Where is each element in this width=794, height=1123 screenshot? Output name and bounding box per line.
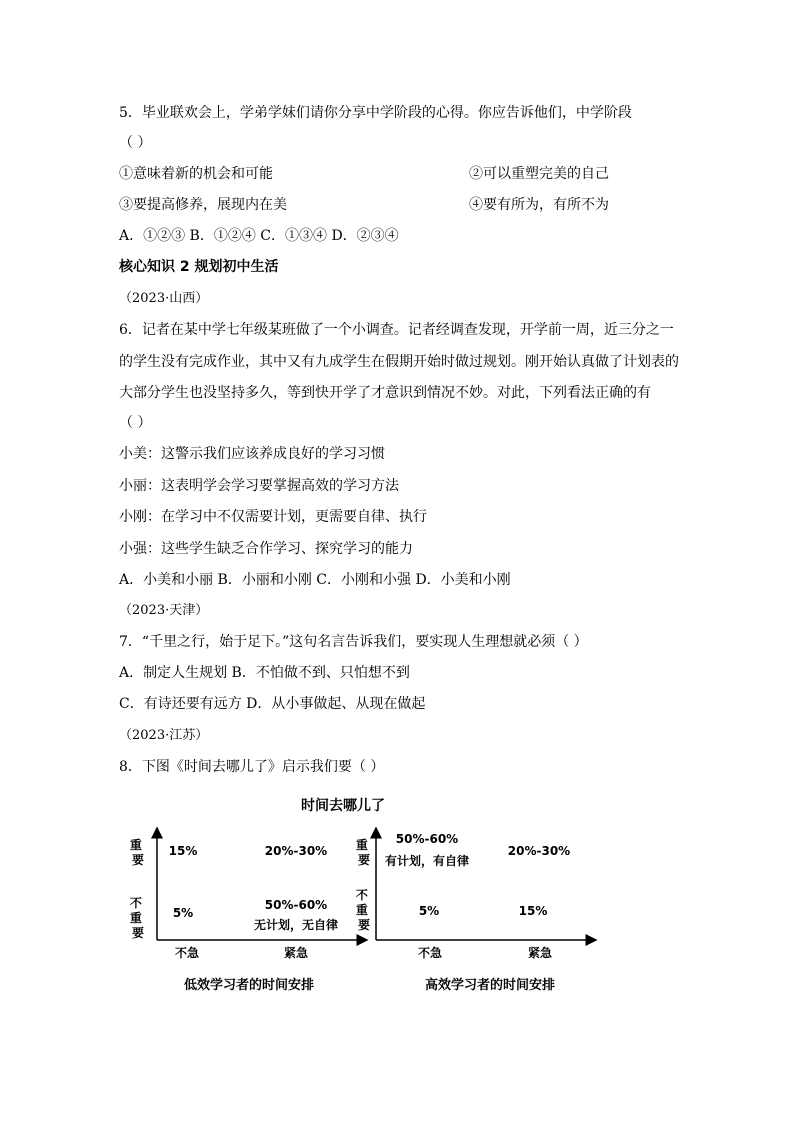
q7-options-line-1: A．制定人生规划 B．不怕做不到、只怕想不到 xyxy=(119,665,410,681)
left-q-notimportant-urgent-value: 50%-60% xyxy=(264,898,328,912)
q6-statement-3: 小刚：在学习中不仅需要计划，更需要自律、执行 xyxy=(119,509,427,525)
left-y-top-char-2: 要 xyxy=(131,853,145,867)
left-q-notimportant-urgent-note: 无计划，无自律 xyxy=(253,918,339,932)
left-y-bottom-char-2: 重 xyxy=(129,911,142,925)
q6-answer-paren: （ ） xyxy=(119,415,152,431)
q6-statement-2: 小丽：这表明学会学习要掌握高效的学习方法 xyxy=(119,478,399,494)
q5-item-4: ④要有所为，有所不为 xyxy=(469,197,609,213)
left-y-top-label xyxy=(130,837,146,867)
right-y-bottom-char-1: 不 xyxy=(355,888,368,902)
right-y-bottom-char-2: 重 xyxy=(355,903,368,917)
q6-statement-4: 小强：这些学生缺乏合作学习、探究学习的能力 xyxy=(119,541,413,557)
right-y-top-char-1: 重 xyxy=(355,838,368,852)
q5-stem: 5．毕业联欢会上，学弟学妹们请你分享中学阶段的心得。你应告诉他们，中学阶段 xyxy=(119,105,632,121)
q6-stem-line-2: 的学生没有完成作业，其中又有九成学生在假期开始时做过规划。刚开始认真做了计划表的 xyxy=(119,354,679,370)
right-q-important-urgent: 20%-30% xyxy=(507,844,571,858)
left-q-important-urgent: 20%-30% xyxy=(264,844,328,858)
q6-stem-line-3: 大部分学生也没坚持多久，等到快开学了才意识到情况不妙。对此，下列看法正确的有 xyxy=(119,385,651,401)
section-title: 核心知识 2 规划初中生活 xyxy=(119,259,279,275)
q5-item-3: ③要提高修养，展现内在美 xyxy=(119,197,287,213)
left-x-right-label: 紧急 xyxy=(283,946,309,960)
time-allocation-figure xyxy=(0,780,794,1010)
q5-item-2: ②可以重塑完美的自己 xyxy=(469,166,609,182)
right-y-top-char-2: 要 xyxy=(357,853,371,867)
left-y-bottom-char-1: 不 xyxy=(129,896,142,910)
left-x-left-label: 不急 xyxy=(174,946,200,960)
left-y-bottom-label xyxy=(130,895,146,940)
q6-source: （2023·山西） xyxy=(119,291,209,306)
q6-stem-line-1: 6．记者在某中学七年级某班做了一个小调查。记者经调查发现，开学前一周，近三分之一 xyxy=(119,322,674,338)
q5-item-1: ①意味着新的机会和可能 xyxy=(119,166,273,182)
q7-options-line-2: C．有诗还要有远方 D．从小事做起、从现在做起 xyxy=(119,696,426,712)
q6-options: A．小美和小丽 B．小丽和小刚 C．小刚和小强 D．小美和小刚 xyxy=(119,572,511,588)
q8-stem: 8．下图《时间去哪儿了》启示我们要（ ） xyxy=(119,759,385,775)
left-y-top-char-1: 重 xyxy=(129,838,142,852)
right-q-notimportant-not-urgent: 5% xyxy=(418,904,440,918)
q5-answer-paren: （ ） xyxy=(119,135,152,151)
right-y-bottom-char-3: 要 xyxy=(357,918,371,932)
q7-stem: 7．“千里之行，始于足下。”这句名言告诉我们，要实现人生理想就必须（ ） xyxy=(119,634,588,650)
left-y-bottom-char-3: 要 xyxy=(131,926,145,940)
left-q-notimportant-not-urgent: 5% xyxy=(172,906,194,920)
q8-source: （2023·江苏） xyxy=(119,728,209,743)
q6-statement-1: 小美：这警示我们应该养成良好的学习习惯 xyxy=(119,446,385,462)
left-q-important-not-urgent: 15% xyxy=(168,844,198,858)
right-q-important-not-urgent-value: 50%-60% xyxy=(395,832,459,846)
right-caption: 高效学习者的时间安排 xyxy=(424,978,556,993)
right-q-important-not-urgent-note: 有计划，有自律 xyxy=(384,854,470,868)
right-q-notimportant-urgent: 15% xyxy=(518,904,548,918)
left-caption: 低效学习者的时间安排 xyxy=(183,978,315,993)
figure-title: 时间去哪儿了 xyxy=(301,798,385,814)
right-y-top-label xyxy=(356,837,372,867)
q5-options: A．①②③ B．①②④ C．①③④ D．②③④ xyxy=(119,228,399,244)
right-y-bottom-label xyxy=(356,887,372,932)
q7-source: （2023·天津） xyxy=(119,603,209,618)
right-x-right-label: 紧急 xyxy=(527,946,553,960)
right-x-left-label: 不急 xyxy=(417,946,443,960)
